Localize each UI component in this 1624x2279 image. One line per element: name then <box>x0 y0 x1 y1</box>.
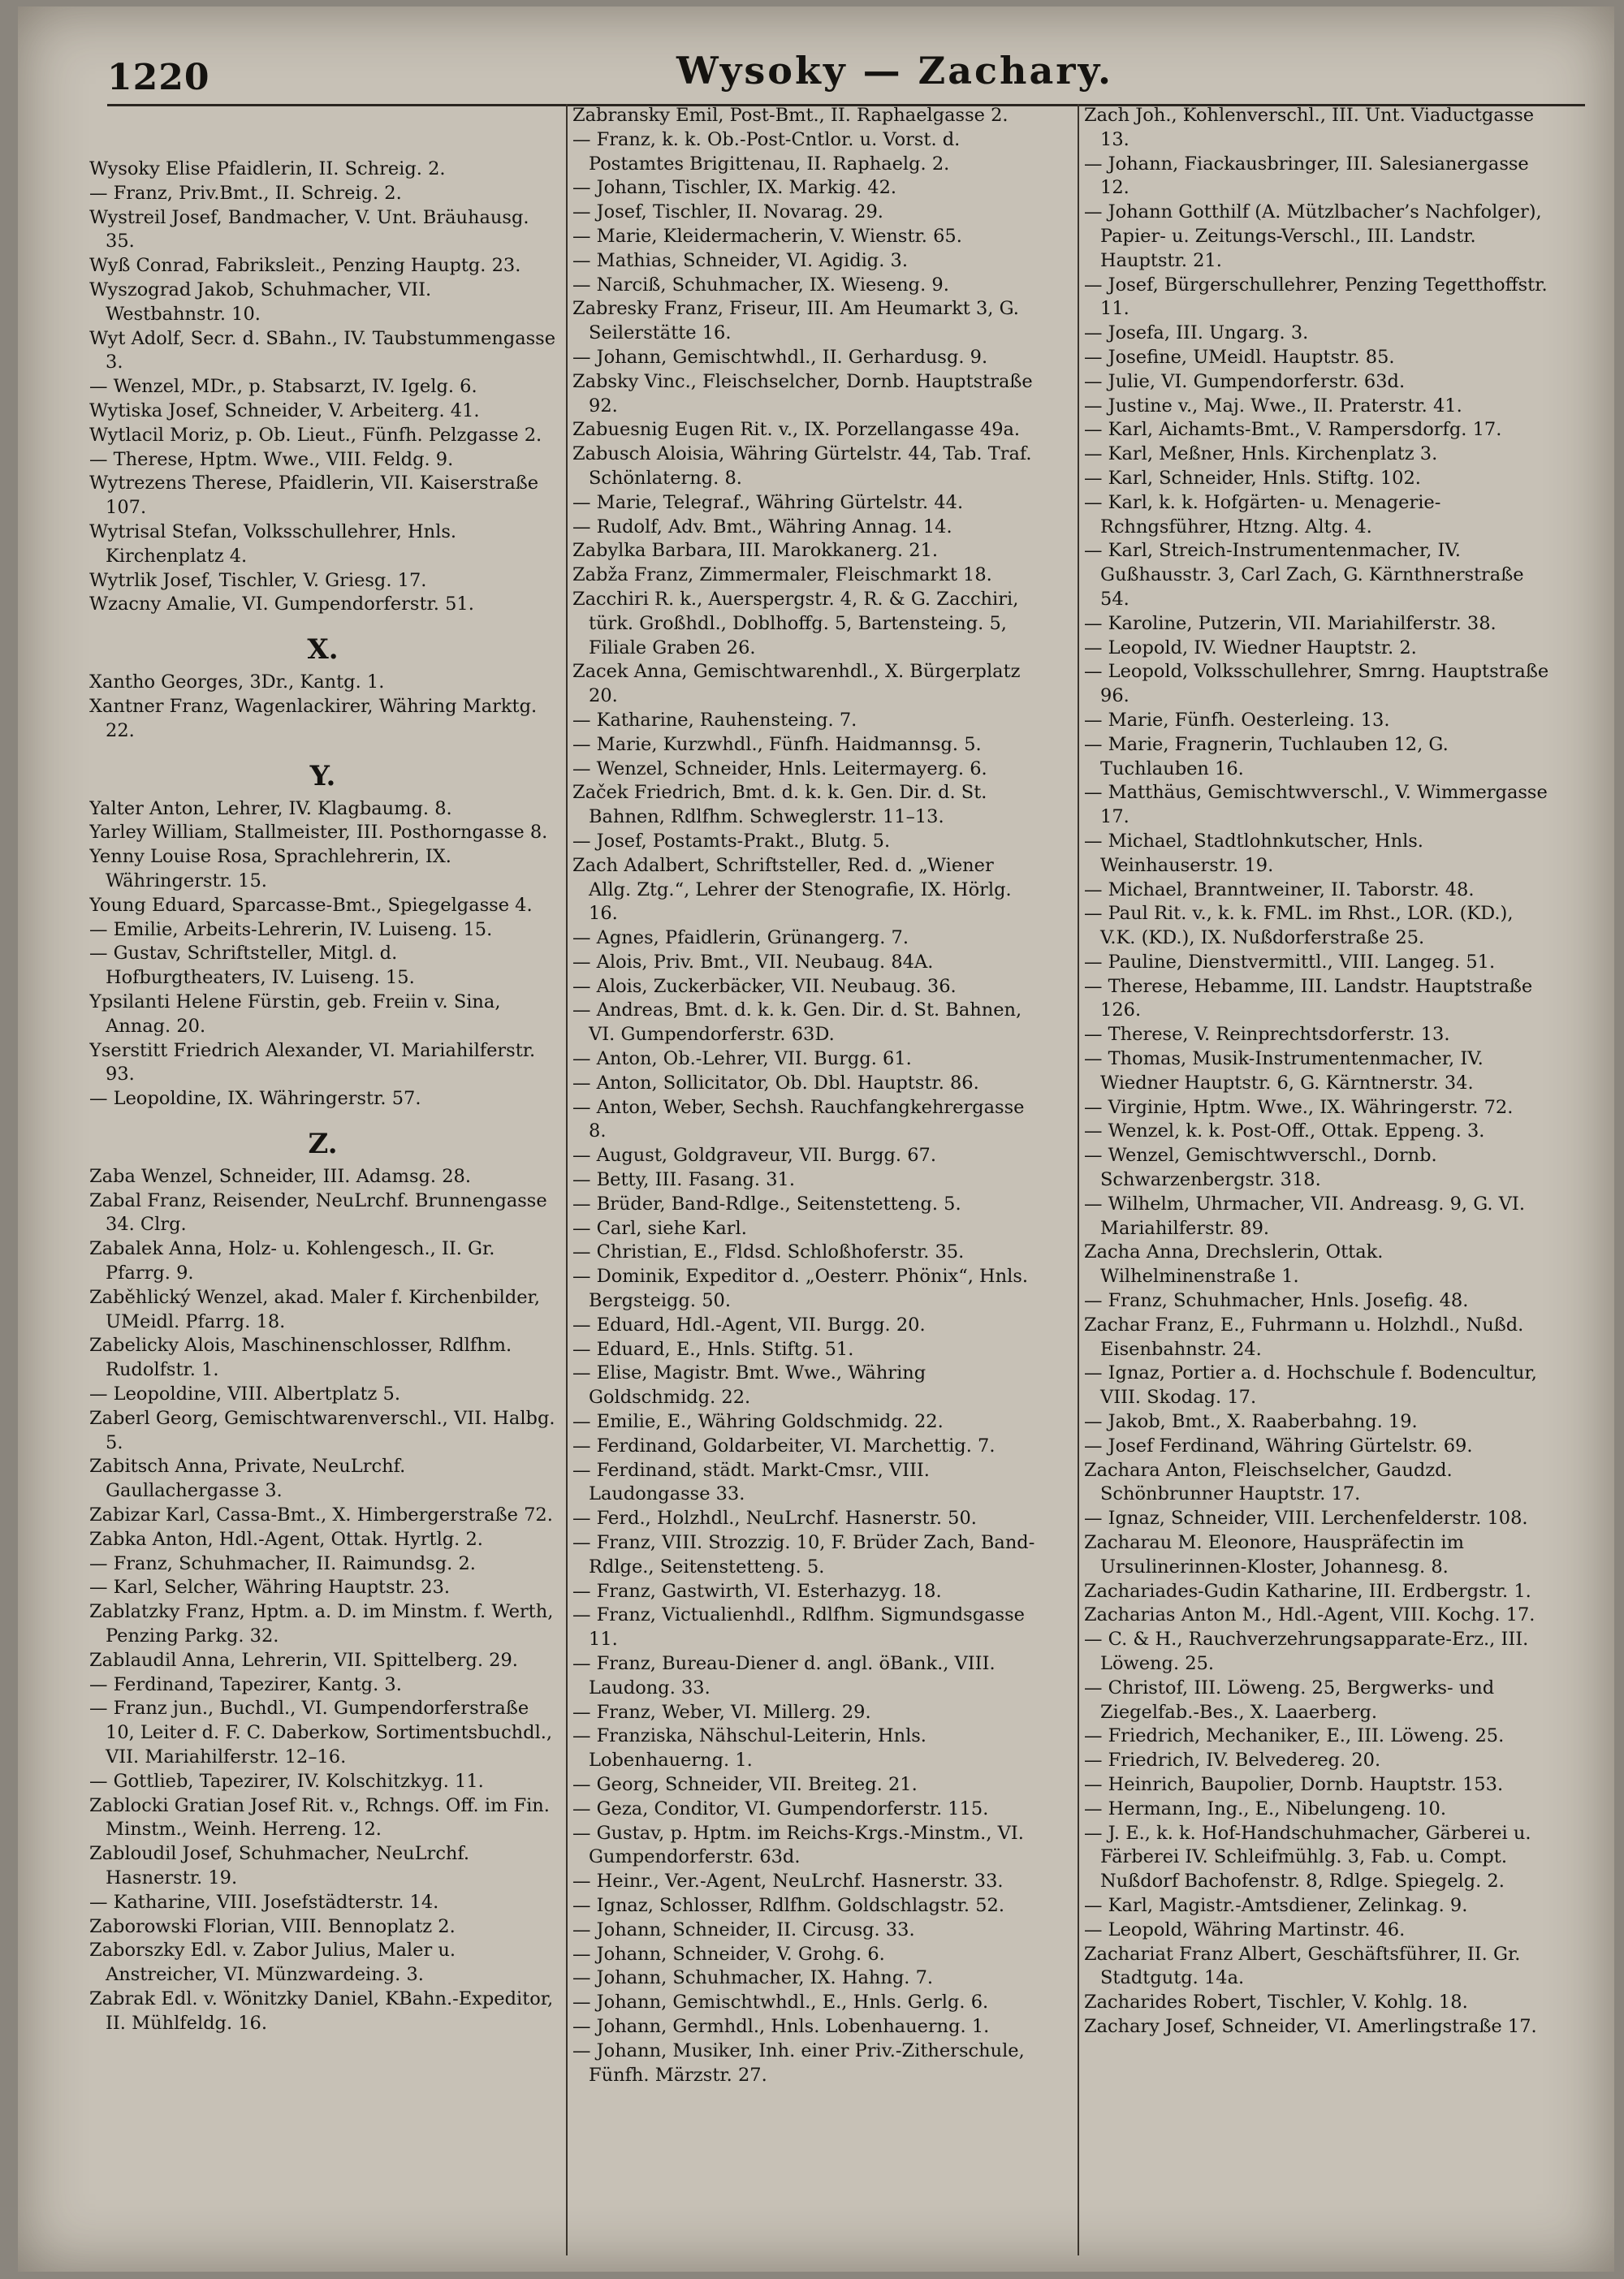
directory-entry: — Wenzel, MDr., p. Stabsarzt, IV. Igelg. 6. <box>89 376 477 398</box>
directory-entry: Wytrezens Therese, Pfaidlerin, VII. Kaiserstraße 107. <box>89 473 539 519</box>
directory-entry: Zablocki Gratian Josef Rit. v., Rchngs. Off. im Fin. Minstm., Weinh. Herreng. 12. <box>89 1794 550 1841</box>
directory-entry: Zabresky Franz, Friseur, III. Am Heumarkt 3, G. Seilerstätte 16. <box>572 298 1019 344</box>
directory-entry: — Marie, Kurzwhdl., Fünfh. Haidmannsg. 5. <box>572 733 982 755</box>
directory-entry: — Karl, Streich-Instrumentenmacher, IV. Gußhausstr. 3, Carl Zach, G. Kärnthnerstraße 54. <box>1084 540 1524 610</box>
directory-entry: Wytrlik Josef, Tischler, V. Griesg. 17. <box>89 569 427 591</box>
directory-entry: Wyt Adolf, Secr. d. SBahn., IV. Taubstummengasse 3. <box>89 327 556 373</box>
directory-entry: — Matthäus, Gemischtwverschl., V. Wimmergasse 17. <box>1084 782 1548 828</box>
directory-entry: — C. & H., Rauchverzehrungsapparate-Erz., III. Löweng. 25. <box>1084 1629 1529 1674</box>
directory-entry: Xantho Georges, 3Dr., Kantg. 1. <box>89 671 385 693</box>
directory-entry: Zabelicky Alois, Maschinenschlosser, Rdlfhm. Rudolfstr. 1. <box>89 1335 512 1381</box>
directory-entry: Wzacny Amalie, VI. Gumpendorferstr. 51. <box>89 593 474 615</box>
directory-entry: — Therese, Hebamme, III. Landstr. Hauptstraße 126. <box>1084 975 1533 1021</box>
directory-entry: — Leopoldine, VIII. Albertplatz 5. <box>89 1383 401 1405</box>
directory-entry: — Franz, Schuhmacher, Hnls. Josefig. 48. <box>1084 1290 1469 1312</box>
directory-entry: Wytlacil Moriz, p. Ob. Lieut., Fünfh. Pelzgasse 2. <box>89 424 542 446</box>
directory-entry: — Marie, Fragnerin, Tuchlauben 12, G. Tuchlauben 16. <box>1084 733 1449 779</box>
directory-entry: — Franz, Weber, VI. Millerg. 29. <box>572 1701 871 1723</box>
directory-entry: — Wenzel, k. k. Post-Off., Ottak. Eppeng. 3. <box>1084 1120 1485 1142</box>
directory-entry: — Paul Rit. v., k. k. FML. im Rhst., LOR. (KD.), V.K. (KD.), IX. Nußdorferstraße 25. <box>1084 903 1514 949</box>
directory-entry: — Karl, Schneider, Hnls. Stiftg. 102. <box>1084 467 1421 489</box>
directory-entry: — Gustav, p. Hptm. im Reichs-Krgs.-Minstm., VI. Gumpendorferstr. 63d. <box>572 1822 1024 1868</box>
directory-entry: — Marie, Telegraf., Währing Gürtelstr. 44. <box>572 491 964 513</box>
directory-entry: Zablaudil Anna, Lehrerin, VII. Spittelberg. 29. <box>89 1649 518 1671</box>
directory-entry: — Johann, Tischler, IX. Markig. 42. <box>572 177 897 199</box>
directory-entry: Wystreil Josef, Bandmacher, V. Unt. Bräuhausg. 35. <box>89 206 529 253</box>
directory-column-2 <box>572 104 1039 2255</box>
directory-entry: Zacharides Robert, Tischler, V. Kohlg. 18. <box>1084 1992 1468 2014</box>
directory-entry: — Brüder, Band-Rdlge., Seitenstetteng. 5. <box>572 1193 961 1215</box>
directory-entry: Zabylka Barbara, III. Marokkanerg. 21. <box>572 540 939 562</box>
directory-entry: — Franz jun., Buchdl., VI. Gumpendorferstraße 10, Leiter d. F. C. Daberkow, Sortimentsbuchdl., VII. Mariahilferstr. 12–16. <box>89 1698 553 1768</box>
directory-entry: — Jakob, Bmt., X. Raaberbahng. 19. <box>1084 1411 1418 1433</box>
directory-entry: — Franz, Priv.Bmt., II. Schreig. 2. <box>89 182 402 204</box>
directory-entry: — Anton, Weber, Sechsh. Rauchfangkehrergasse 8. <box>572 1096 1025 1142</box>
directory-entry: Zachariades-Gudin Katharine, III. Erdbergstr. 1. <box>1084 1580 1531 1602</box>
directory-entry: — Johann, Schneider, II. Circusg. 33. <box>572 1919 915 1940</box>
directory-column-1 <box>89 104 556 2255</box>
directory-entry: — Emilie, E., Währing Goldschmidg. 22. <box>572 1411 944 1433</box>
directory-entry: — Wenzel, Gemischtwverschl., Dornb. Schwarzenbergstr. 318. <box>1084 1145 1437 1191</box>
directory-entry: — Alois, Zuckerbäcker, VII. Neubaug. 36. <box>572 975 957 997</box>
directory-column-3 <box>1084 104 1551 2255</box>
directory-entry: — Johann, Gemischtwhdl., II. Gerhardusg. 9. <box>572 346 988 368</box>
directory-entry: Young Eduard, Sparcasse-Bmt., Spiegelgasse 4. <box>89 894 533 916</box>
directory-entry: — Michael, Stadtlohnkutscher, Hnls. Weinhauserstr. 19. <box>1084 830 1423 876</box>
directory-entry: — Josefa, III. Ungarg. 3. <box>1084 322 1309 344</box>
directory-entry: — Christian, E., Fldsd. Schloßhoferstr. 35. <box>572 1241 965 1263</box>
directory-entry: Wyszograd Jakob, Schuhmacher, VII. Westbahnstr. 10. <box>89 278 432 325</box>
directory-entry: — Friedrich, IV. Belvedereg. 20. <box>1084 1750 1381 1772</box>
directory-entry: — Narciß, Schuhmacher, IX. Wieseng. 9. <box>572 274 949 296</box>
section-letter: Y. <box>309 759 336 792</box>
directory-entry: — Johann, Schuhmacher, IX. Hahng. 7. <box>572 1967 934 1989</box>
directory-entry: Zachara Anton, Fleischselcher, Gaudzd. Schönbrunner Hauptstr. 17. <box>1084 1459 1453 1505</box>
directory-entry: — Gustav, Schriftsteller, Mitgl. d. Hofburgtheaters, IV. Luiseng. 15. <box>89 943 415 989</box>
directory-entry: Zabizar Karl, Cassa-Bmt., X. Himbergerstraße 72. <box>89 1504 553 1526</box>
directory-entry: Zabrak Edl. v. Wönitzky Daniel, KBahn.-Expeditor, II. Mühlfeldg. 16. <box>89 1988 554 2034</box>
directory-entry: — Josef, Postamts-Prakt., Blutg. 5. <box>572 830 891 852</box>
directory-entry: — Katharine, VIII. Josefstädterstr. 14. <box>89 1891 439 1913</box>
directory-entry: — Betty, III. Fasang. 31. <box>572 1169 796 1191</box>
directory-entry: — Ignaz, Portier a. d. Hochschule f. Bodencultur, VIII. Skodag. 17. <box>1084 1362 1537 1409</box>
directory-entry: — Karl, Meßner, Hnls. Kirchenplatz 3. <box>1084 443 1438 465</box>
directory-entry: — Josef, Tischler, II. Novarag. 29. <box>572 201 883 223</box>
directory-entry: Zachar Franz, E., Fuhrmann u. Holzhdl., Nußd. Eisenbahnstr. 24. <box>1084 1314 1524 1360</box>
directory-entry: — Franz, Schuhmacher, II. Raimundsg. 2. <box>89 1552 476 1574</box>
directory-entry: — Justine v., Maj. Wwe., II. Praterstr. 41. <box>1084 395 1462 417</box>
directory-entry: — Karl, Selcher, Währing Hauptstr. 23. <box>89 1577 451 1599</box>
directory-entry: Zabsky Vinc., Fleischselcher, Dornb. Hauptstraße 92. <box>572 370 1033 417</box>
directory-entry: Zaběhlický Wenzel, akad. Maler f. Kirchenbilder, UMeidl. Pfarrg. 18. <box>89 1286 540 1332</box>
directory-entry: — Ferdinand, städt. Markt-Cmsr., VIII. Laudongasse 33. <box>572 1459 930 1505</box>
directory-entry: Zachariat Franz Albert, Geschäftsführer, II. Gr. Stadtgutg. 14a. <box>1084 1943 1521 1989</box>
directory-entry: Zabuesnig Eugen Rit. v., IX. Porzellangasse 49a. <box>572 419 1021 441</box>
directory-entry: — Mathias, Schneider, VI. Agidig. 3. <box>572 249 908 271</box>
directory-entry: — Johann Gotthilf (A. Mützlbacher’s Nachfolger), Papier- u. Zeitungs-Verschl., III. Landstr. Hauptstr. 21. <box>1084 201 1542 271</box>
directory-entry: — Heinr., Ver.-Agent, NeuLrchf. Hasnerstr. 33. <box>572 1871 1004 1893</box>
directory-entry: — Virginie, Hptm. Wwe., IX. Währingerstr. 72. <box>1084 1096 1514 1118</box>
directory-entry: — Marie, Fünfh. Oesterleing. 13. <box>1084 709 1390 731</box>
directory-entry: — Therese, Hptm. Wwe., VIII. Feldg. 9. <box>89 448 454 470</box>
directory-entry: — Josef, Bürgerschullehrer, Penzing Tegetthoffstr. 11. <box>1084 274 1548 320</box>
directory-entry: — Ferdinand, Goldarbeiter, VI. Marchettig. 7. <box>572 1435 996 1457</box>
section-letter: X. <box>307 633 339 667</box>
directory-entry: — Michael, Branntweiner, II. Taborstr. 48. <box>1084 878 1475 900</box>
directory-entry: — Friedrich, Mechaniker, E., III. Löweng. 25. <box>1084 1725 1505 1747</box>
directory-entry: Zabža Franz, Zimmermaler, Fleischmarkt 18. <box>572 564 992 586</box>
directory-entry: — Franz, k. k. Ob.-Post-Cntlor. u. Vorst. d. Postamtes Brigittenau, II. Raphaelg. 2. <box>572 128 961 175</box>
directory-entry: — Hermann, Ing., E., Nibelungeng. 10. <box>1084 1798 1446 1819</box>
directory-entry: — Julie, VI. Gumpendorferstr. 63d. <box>1084 370 1406 392</box>
directory-entry: — Heinrich, Baupolier, Dornb. Hauptstr. 153. <box>1084 1773 1504 1795</box>
directory-entry: Yserstitt Friedrich Alexander, VI. Mariahilferstr. 93. <box>89 1039 536 1086</box>
directory-entry: — Josefine, UMeidl. Hauptstr. 85. <box>1084 346 1395 368</box>
directory-entry: — Johann, Gemischtwhdl., E., Hnls. Gerlg. 6. <box>572 1992 989 2014</box>
directory-entry: — Wilhelm, Uhrmacher, VII. Andreasg. 9, G. VI. Mariahilferstr. 89. <box>1084 1193 1525 1239</box>
directory-entry: — Franz, VIII. Strozzig. 10, F. Brüder Zach, Band-Rdlge., Seitenstetteng. 5. <box>572 1532 1035 1578</box>
directory-entry: Zabitsch Anna, Private, NeuLrchf. Gaullachergasse 3. <box>89 1456 406 1502</box>
directory-entry: Zach Joh., Kohlenverschl., III. Unt. Viaductgasse 13. <box>1084 105 1535 150</box>
page-title: Wysoky — Zachary. <box>676 49 1113 93</box>
directory-entry: Zachary Josef, Schneider, VI. Amerlingstraße 17. <box>1084 2015 1537 2037</box>
directory-entry: Zacchiri R. k., Auerspergstr. 4, R. & G. Zacchiri, türk. Großhdl., Doblhoffg. 5, Bartensteing. 5, Filiale Graben 26. <box>572 588 1019 658</box>
page-number: 1220 <box>107 57 210 98</box>
directory-entry: — Franz, Gastwirth, VI. Esterhazyg. 18. <box>572 1580 942 1602</box>
directory-entry: Zabalek Anna, Holz- u. Kohlengesch., II. Gr. Pfarrg. 9. <box>89 1238 495 1284</box>
directory-entry: — Katharine, Rauhensteing. 7. <box>572 709 857 731</box>
directory-entry: Zacharau M. Eleonore, Hauspräfectin im Ursulinerinnen-Kloster, Johannesg. 8. <box>1084 1532 1464 1578</box>
directory-entry: Wyß Conrad, Fabriksleit., Penzing Hauptg. 23. <box>89 255 521 277</box>
directory-entry: Yenny Louise Rosa, Sprachlehrerin, IX. Währingerstr. 15. <box>89 846 451 891</box>
directory-entry: Zaberl Georg, Gemischtwarenverschl., VII. Halbg. 5. <box>89 1407 555 1453</box>
directory-entry: Začek Friedrich, Bmt. d. k. k. Gen. Dir. d. St. Bahnen, Rdlfhm. Schweglerstr. 11–13. <box>572 782 987 828</box>
directory-entry: — Thomas, Musik-Instrumentenmacher, IV. Wiedner Hauptstr. 6, G. Kärntnerstr. 34. <box>1084 1048 1484 1094</box>
directory-entry: Ypsilanti Helene Fürstin, geb. Freiin v. Sina, Annag. 20. <box>89 991 501 1037</box>
directory-entry: — Anton, Sollicitator, Ob. Dbl. Hauptstr. 86. <box>572 1072 979 1094</box>
directory-entry: — Eduard, E., Hnls. Stiftg. 51. <box>572 1338 854 1360</box>
directory-entry: Yalter Anton, Lehrer, IV. Klagbaumg. 8. <box>89 797 452 819</box>
directory-entry: — Wenzel, Schneider, Hnls. Leitermayerg. 6. <box>572 758 987 779</box>
directory-entry: — Rudolf, Adv. Bmt., Währing Annag. 14. <box>572 516 952 537</box>
directory-entry: — Ferdinand, Tapezirer, Kantg. 3. <box>89 1673 402 1695</box>
section-letter <box>89 104 556 158</box>
directory-entry: — Johann, Fiackausbringer, III. Salesianergasse 12. <box>1084 153 1529 199</box>
directory-entry: Zacharias Anton M., Hdl.-Agent, VIII. Kochg. 17. <box>1084 1604 1535 1626</box>
directory-entry: Zablatzky Franz, Hptm. a. D. im Minstm. f. Werth, Penzing Parkg. 32. <box>89 1601 554 1647</box>
directory-entry: Zaborowski Florian, VIII. Bennoplatz 2. <box>89 1915 456 1937</box>
directory-entry: — August, Goldgraveur, VII. Burgg. 67. <box>572 1145 936 1167</box>
directory-entry: Zabka Anton, Hdl.-Agent, Ottak. Hyrtlg. 2. <box>89 1528 483 1550</box>
directory-entry: — Karl, k. k. Hofgärten- u. Menagerie-Rchngsführer, Htzng. Altg. 4. <box>1084 491 1441 537</box>
directory-entry: — Leopoldine, IX. Währingerstr. 57. <box>89 1088 421 1110</box>
directory-entry: — Leopold, Volksschullehrer, Smrng. Hauptstraße 96. <box>1084 661 1549 707</box>
directory-entry: — Eduard, Hdl.-Agent, VII. Burgg. 20. <box>572 1314 926 1336</box>
directory-entry: — Franz, Victualienhdl., Rdlfhm. Sigmundsgasse 11. <box>572 1604 1025 1651</box>
directory-entry: Zabloudil Josef, Schuhmacher, NeuLrchf. Hasnerstr. 19. <box>89 1843 470 1888</box>
directory-entry: — Franziska, Nähschul-Leiterin, Hnls. Lobenhauerng. 1. <box>572 1725 926 1772</box>
directory-entry: Zacek Anna, Gemischtwarenhdl., X. Bürgerplatz 20. <box>572 661 1021 707</box>
directory-entry: — Gottlieb, Tapezirer, IV. Kolschitzkyg. 11. <box>89 1770 484 1792</box>
directory-entry: — Elise, Magistr. Bmt. Wwe., Währing Goldschmidg. 22. <box>572 1362 926 1409</box>
directory-entry: — Pauline, Dienstvermittl., VIII. Langeg. 51. <box>1084 951 1496 973</box>
directory-entry: — Johann, Schneider, V. Grohg. 6. <box>572 1943 885 1965</box>
directory-entry: — Karl, Magistr.-Amtsdiener, Zelinkag. 9. <box>1084 1894 1468 1916</box>
directory-entry: Zabusch Aloisia, Währing Gürtelstr. 44, Tab. Traf. Schönlaterng. 8. <box>572 443 1032 489</box>
directory-entry: — Johann, Musiker, Inh. einer Priv.-Zitherschule, Fünfh. Märzstr. 27. <box>572 2039 1025 2086</box>
directory-entry: — Anton, Ob.-Lehrer, VII. Burgg. 61. <box>572 1048 912 1070</box>
column-divider <box>1078 104 1079 2255</box>
directory-entry: Zabal Franz, Reisender, NeuLrchf. Brunnengasse 34. Clrg. <box>89 1189 547 1236</box>
section-letter: Z. <box>308 1127 338 1160</box>
directory-entry: Zach Adalbert, Schriftsteller, Red. d. „Wiener Allg. Ztg.“, Lehrer der Stenografie, IX. Hörlg. 16. <box>572 854 1012 925</box>
directory-entry: — Georg, Schneider, VII. Breiteg. 21. <box>572 1773 918 1795</box>
directory-entry: Zacha Anna, Drechslerin, Ottak. Wilhelminenstraße 1. <box>1084 1241 1384 1288</box>
directory-entry: — Johann, Germhdl., Hnls. Lobenhauerng. 1. <box>572 2015 990 2037</box>
directory-entry: — Alois, Priv. Bmt., VII. Neubaug. 84A. <box>572 951 934 973</box>
directory-entry: — Karl, Aichamts-Bmt., V. Rampersdorfg. 17. <box>1084 419 1502 441</box>
directory-entry: — Leopold, IV. Wiedner Hauptstr. 2. <box>1084 637 1417 658</box>
directory-entry: — Marie, Kleidermacherin, V. Wienstr. 65. <box>572 225 962 247</box>
directory-entry: — Therese, V. Reinprechtsdorferstr. 13. <box>1084 1024 1450 1046</box>
directory-entry: Yarley William, Stallmeister, III. Posthorngasse 8. <box>89 822 548 844</box>
directory-entry: Wysoky Elise Pfaidlerin, II. Schreig. 2. <box>89 158 446 179</box>
directory-entry: — Ignaz, Schneider, VIII. Lerchenfelderstr. 108. <box>1084 1508 1528 1530</box>
directory-entry: — Andreas, Bmt. d. k. k. Gen. Dir. d. St. Bahnen, VI. Gumpendorferstr. 63D. <box>572 999 1022 1046</box>
directory-entry: — Ferd., Holzhdl., NeuLrchf. Hasnerstr. 50. <box>572 1508 977 1530</box>
directory-entry: — Carl, siehe Karl. <box>572 1217 747 1239</box>
directory-entry: Wytrisal Stefan, Volksschullehrer, Hnls. Kirchenplatz 4. <box>89 520 457 567</box>
directory-entry: — Emilie, Arbeits-Lehrerin, IV. Luiseng. 15. <box>89 918 493 940</box>
directory-entry: — Christof, III. Löweng. 25, Bergwerks- und Ziegelfab.-Bes., X. Laaerberg. <box>1084 1677 1495 1723</box>
directory-entry: — J. E., k. k. Hof-Handschuhmacher, Gärberei u. Färberei IV. Schleifmühlg. 3, Fab. u. Compt. Nußdorf Bachofenstr. 8, Rdlge. Spiegelg. 2. <box>1084 1822 1531 1893</box>
directory-entry: — Dominik, Expeditor d. „Oesterr. Phönix“, Hnls. Bergsteigg. 50. <box>572 1266 1029 1312</box>
directory-entry: Zaba Wenzel, Schneider, III. Adamsg. 28. <box>89 1165 472 1187</box>
directory-entry: Xantner Franz, Wagenlackirer, Währing Marktg. 22. <box>89 695 538 741</box>
directory-entry: — Agnes, Pfaidlerin, Grünangerg. 7. <box>572 927 909 949</box>
directory-entry: Zaborszky Edl. v. Zabor Julius, Maler u. Anstreicher, VI. Münzwardeing. 3. <box>89 1940 456 1986</box>
directory-entry: — Leopold, Währing Martinstr. 46. <box>1084 1919 1406 1940</box>
directory-entry: — Josef Ferdinand, Währing Gürtelstr. 69. <box>1084 1435 1473 1457</box>
directory-entry: — Ignaz, Schlosser, Rdlfhm. Goldschlagstr. 52. <box>572 1894 1004 1916</box>
directory-entry: — Franz, Bureau-Diener d. angl. öBank., VIII. Laudong. 33. <box>572 1653 996 1698</box>
directory-entry: Zabransky Emil, Post-Bmt., II. Raphaelgasse 2. <box>572 105 1009 126</box>
column-divider <box>566 104 568 2255</box>
directory-entry: — Geza, Conditor, VI. Gumpendorferstr. 115. <box>572 1798 989 1819</box>
directory-entry: Wytiska Josef, Schneider, V. Arbeiterg. 41. <box>89 399 480 421</box>
directory-entry: — Karoline, Putzerin, VII. Mariahilferstr. 38. <box>1084 612 1497 634</box>
